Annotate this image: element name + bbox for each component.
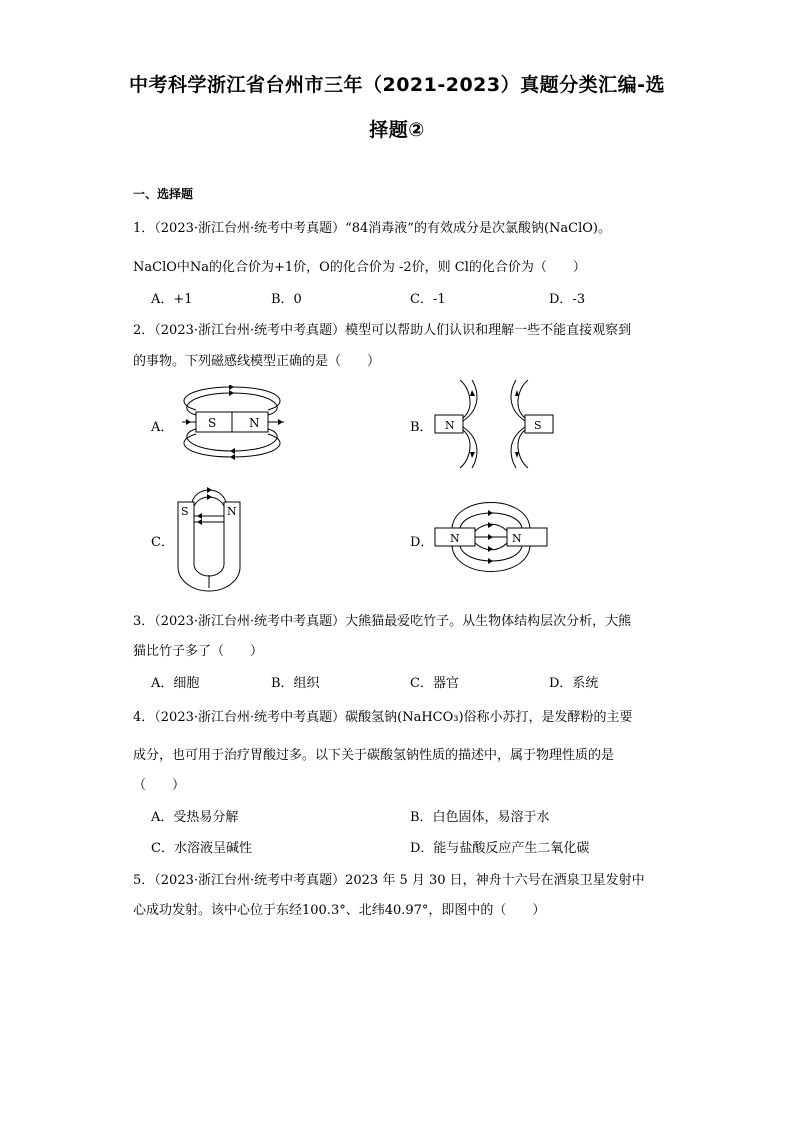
q2-diagram-b-two-magnets: [430, 378, 560, 470]
q1-line-2: NaClO中Na的化合价为+1价，O的化合价为 -2价，则 Cl的化合价为（ ）: [133, 260, 586, 275]
q2-diagram-d-two-magnets: [430, 494, 560, 584]
q2-option-a-label: A．: [151, 420, 174, 435]
q2c-pole-s: S: [181, 505, 189, 518]
q1-option-d: D．-3: [549, 292, 586, 307]
q4-option-c: C．水溶液呈碱性: [151, 841, 252, 856]
q2-option-b-label: B．: [410, 420, 433, 435]
document-title-line-2: 择题②: [369, 119, 425, 141]
q2d-pole-n1: N: [450, 532, 460, 545]
section-heading: 一、选择题: [133, 187, 194, 201]
q2a-pole-n: N: [249, 416, 260, 430]
q2-line-2: 的事物。下列磁感线模型正确的是（ ）: [133, 354, 381, 369]
q2d-pole-n2: N: [512, 532, 522, 545]
q5-line-1: 5．（2023·浙江台州·统考中考真题）2023 年 5 月 30 日，神舟十六号在酒泉卫星发射中: [133, 873, 645, 888]
q5-line-2: 心成功发射。该中心位于东经100.3°、北纬40.97°，即图中的（ ）: [133, 903, 546, 918]
q2b-pole-s: S: [534, 419, 542, 432]
q2a-pole-s: S: [208, 416, 217, 430]
q4-option-d: D．能与盐酸反应产生二氧化碳: [410, 841, 590, 856]
q2-diagram-a-bar-magnet: [172, 385, 302, 460]
q4-line-3: （ ）: [133, 778, 186, 793]
q2c-pole-n: N: [227, 505, 237, 518]
q3-option-c: C．器官: [410, 676, 459, 691]
q4-line-1: 4．（2023·浙江台州·统考中考真题）碳酸氢钠(NaHCO₃)俗称小苏打，是发酵粉的主要: [133, 710, 633, 725]
q1-option-a: A．+1: [151, 292, 193, 307]
document-title-line-1: 中考科学浙江省台州市三年（2021-2023）真题分类汇编-选: [128, 74, 666, 96]
q2-diagram-c-u-magnet: [172, 482, 247, 594]
q2-line-1: 2．（2023·浙江台州·统考中考真题）模型可以帮助人们认识和理解一些不能直接观察到: [133, 323, 632, 338]
q3-line-1: 3．（2023·浙江台州·统考中考真题）大熊猫最爱吃竹子。从生物体结构层次分析，大熊: [133, 614, 632, 629]
q1-option-c: C．-1: [410, 292, 446, 307]
q3-line-2: 猫比竹子多了（ ）: [133, 644, 264, 659]
q1-line-1: 1．（2023·浙江台州·统考中考真题）“84消毒液”的有效成分是次氯酸钠(NaClO)。: [133, 221, 611, 236]
q2-option-c-label: C．: [151, 535, 174, 550]
q3-option-d: D．系统: [549, 676, 599, 691]
q2b-pole-n: N: [445, 419, 455, 432]
q3-option-b: B．组织: [271, 676, 320, 691]
q4-line-2: 成分，也可用于治疗胃酸过多。以下关于碳酸氢钠性质的描述中，属于物理性质的是: [133, 748, 615, 763]
q2-option-d-label: D．: [410, 535, 434, 550]
q4-option-b: B．白色固体，易溶于水: [410, 810, 550, 825]
q4-option-a: A．受热易分解: [151, 810, 239, 825]
q3-option-a: A．细胞: [151, 676, 200, 691]
q1-option-b: B．0: [271, 292, 302, 307]
